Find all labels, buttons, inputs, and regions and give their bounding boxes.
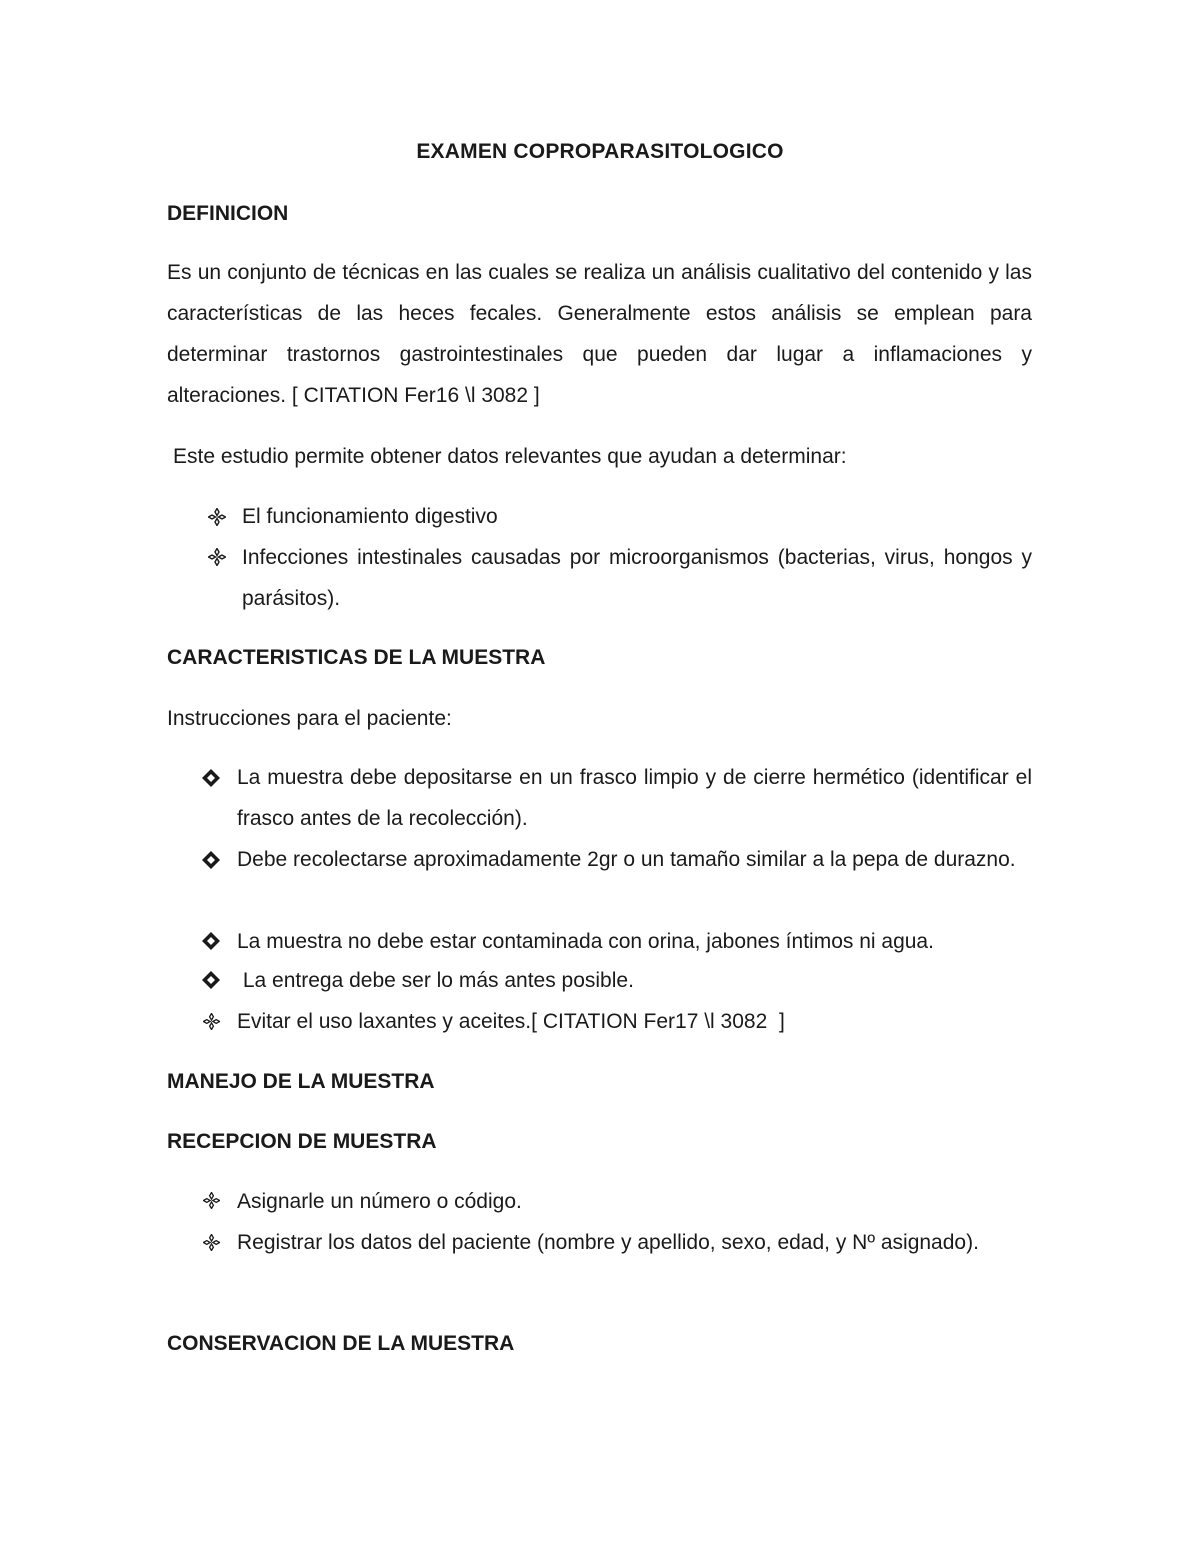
heading-caracteristicas: CARACTERISTICAS DE LA MUESTRA <box>167 646 546 669</box>
instructions-intro: Instrucciones para el paciente: <box>167 707 452 730</box>
heading-definicion: DEFINICION <box>167 202 289 225</box>
heading-recepcion: RECEPCION DE MUESTRA <box>167 1130 437 1153</box>
document-title: EXAMEN COPROPARASITOLOGICO <box>416 140 784 163</box>
filled-diamond-icon <box>201 768 221 788</box>
filled-diamond-icon <box>201 970 221 990</box>
list-item: Asignarle un número o código. <box>237 1190 522 1213</box>
list-item: La muestra debe depositarse en un frasco limpio y de cierre hermético (identificar el frasco antes de la recolección). <box>237 766 1032 830</box>
four-diamond-star-icon <box>203 1234 220 1251</box>
list-item: Debe recolectarse aproximadamente 2gr o un tamaño similar a la pepa de durazno. <box>237 848 1016 871</box>
filled-diamond-icon <box>201 850 221 870</box>
four-diamond-star-icon <box>208 508 226 526</box>
list-item: La entrega debe ser lo más antes posible. <box>237 969 634 992</box>
list-item: La muestra no debe estar contaminada con orina, jabones íntimos ni agua. <box>237 930 934 953</box>
heading-conservacion: CONSERVACION DE LA MUESTRA <box>167 1332 515 1355</box>
list-item: Registrar los datos del paciente (nombre y apellido, sexo, edad, y Nº asignado). <box>237 1231 979 1254</box>
four-diamond-star-icon <box>203 1192 220 1209</box>
list-item: Evitar el uso laxantes y aceites.[ CITATION Fer17 \l 3082 ] <box>237 1010 785 1033</box>
definition-paragraph: Es un conjunto de técnicas en las cuales se realiza un análisis cualitativo del contenido y las características de las heces fecales. Generalmente estos análisis se emplean para determinar trastornos gastrointestinales que pueden dar lugar a inflamaciones y alteraciones. [ CITATION Fer16 \l 3082 ] <box>167 261 1032 407</box>
four-diamond-star-icon <box>203 1013 220 1030</box>
list-item: Infecciones intestinales causadas por microorganismos (bacterias, virus, hongos y parásitos). <box>242 546 1032 610</box>
four-diamond-star-icon <box>208 548 226 566</box>
definition-intro: Este estudio permite obtener datos relevantes que ayudan a determinar: <box>173 445 847 468</box>
filled-diamond-icon <box>201 931 221 951</box>
list-item: El funcionamiento digestivo <box>242 505 498 528</box>
heading-manejo: MANEJO DE LA MUESTRA <box>167 1070 435 1093</box>
